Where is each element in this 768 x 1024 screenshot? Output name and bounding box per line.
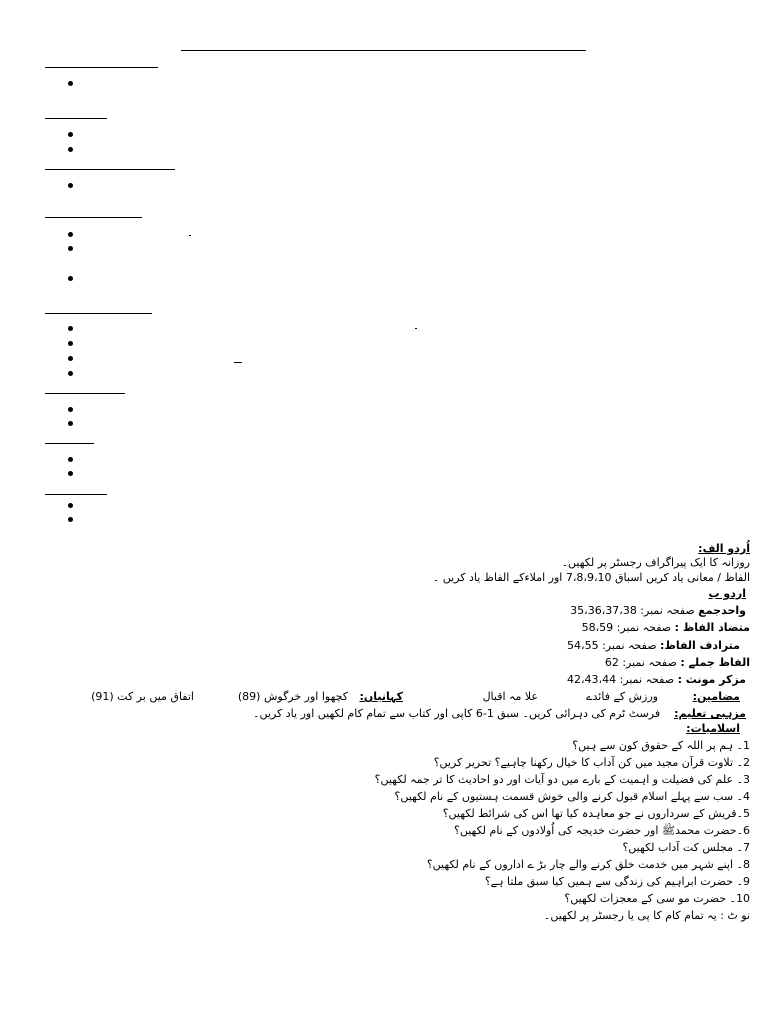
item-text: صفحہ نمبر: 42،43،44 [567, 673, 675, 686]
mazameen-label: مضامین: [692, 690, 740, 703]
item-label: واحدجمع [698, 604, 746, 617]
item-label: متضاد الفاظ : [674, 621, 750, 634]
bullet [68, 246, 73, 251]
bullet [68, 326, 73, 331]
title-rule [181, 50, 586, 51]
question: 4۔ سب سے پہلے اسلام قبول کرنے والی خوش قسمت ہستیوں کے نام لکھیں؟ [394, 790, 750, 803]
mazameen-topic: ورزش کے فائدے [586, 690, 658, 703]
urdu-bay-heading: اردو ب [708, 587, 746, 600]
bullet [68, 371, 73, 376]
section-rule [45, 494, 107, 495]
section-rule [45, 313, 152, 314]
section-rule [45, 67, 158, 68]
bullet [68, 407, 73, 412]
item-text: صفحہ نمبر: 62 [604, 656, 677, 669]
bullet [68, 81, 73, 86]
bullet [68, 232, 73, 237]
question: 7۔ مجلس کت آداب لکھیں؟ [622, 841, 750, 854]
bullet [68, 356, 73, 361]
note: نو ٹ : یہ تمام کام کا پی یا رجسٹر پر لکھیں۔ [543, 909, 750, 922]
bullet [68, 471, 73, 476]
bullet [68, 503, 73, 508]
mazhabi-label: مزہبی تعلیم: [674, 707, 746, 720]
urdu-alif-line: روزانہ کا ایک پیراگراف رجسٹر پر لکھیں۔ [561, 556, 750, 569]
kahaniyan-label: کہانیاں: [359, 690, 403, 703]
story: کچھوا اور خرگوش (89) [237, 690, 348, 703]
bullet [68, 517, 73, 522]
section-rule [45, 217, 142, 218]
bullet [68, 147, 73, 152]
question: 1۔ ہم پر اللہ کے حقوق کون سے ہیں؟ [572, 739, 750, 752]
urdu-alif-line: الفاظ / معانی یاد کریں اسباق 7،8،9،10 اور املاءکے الفاظ یاد کریں ۔ [432, 571, 750, 584]
section-rule [45, 169, 175, 170]
item-text: صفحہ نمبر: 54،55 [567, 639, 657, 652]
item-label: مزکر مونث : [677, 673, 746, 686]
urdu-bay-item [605, 656, 750, 670]
question: 9۔ حضرت ابراہیم کی زندگی سے ہمیں کیا سبق ملتا ہے؟ [484, 875, 750, 888]
question: 8۔ اپنے شہر میں خدمت خلق کرنے والے چار بڑ ے اداروں کے نام لکھیں؟ [426, 858, 750, 871]
urdu-alif-heading: اُردو الف: [698, 542, 750, 555]
question: 3۔ علم کی فضیلت و اہمیت کے بارے میں دو آیات اور دو احادیث کا تر جمہ لکھیں؟ [374, 773, 750, 786]
islamiyat-heading: اسلامیات: [686, 722, 740, 735]
story: اتفاق میں بر کت (91) [91, 690, 194, 703]
mazhabi-text: فرسٹ ٹرم کی دہرائی کریں۔ سبق 1-6 کاپی اور کتاب سے تمام کام لکھیں اور یاد کریں۔ [253, 707, 661, 720]
question: 2۔ تلاوت قرآن مجید میں کن آداب کا خیال رکھنا چاہیے؟ تحریر کریں؟ [433, 756, 750, 769]
bullet [68, 183, 73, 188]
section-rule [45, 118, 107, 119]
item-label: مترادف الفاظ: [660, 639, 740, 652]
urdu-bay-item [567, 673, 746, 687]
urdu-bay-item [570, 604, 746, 618]
question: 10۔ حضرت مو سی کے معجزات لکھیں؟ [564, 892, 750, 905]
stray-mark [415, 328, 417, 329]
mazhabi-line [253, 707, 746, 721]
stray-mark [234, 362, 242, 363]
urdu-bay-item [567, 639, 740, 653]
section-rule [45, 393, 125, 394]
stray-mark [189, 235, 191, 236]
item-label: الفاظ جملے : [680, 656, 750, 669]
bullet [68, 341, 73, 346]
mazameen-topic: علا مہ اقبال [482, 690, 538, 703]
urdu-bay-item [582, 621, 750, 635]
bullet [68, 276, 73, 281]
item-text: صفحہ نمبر: 35،36،37،38 [570, 604, 695, 617]
item-text: صفحہ نمبر: 58،59 [581, 621, 672, 634]
bullet [68, 421, 73, 426]
question: 5۔قریش کے سرداروں نے جو معاہدہ کیا تھا اس کی شرائط لکھیں؟ [442, 807, 750, 820]
question: 6۔حضرت محمدﷺ اور حضرت خدیجہ کی اُولادوں کے نام لکھیں؟ [454, 824, 750, 837]
bullet [68, 132, 73, 137]
section-rule [45, 443, 94, 444]
bullet [68, 457, 73, 462]
